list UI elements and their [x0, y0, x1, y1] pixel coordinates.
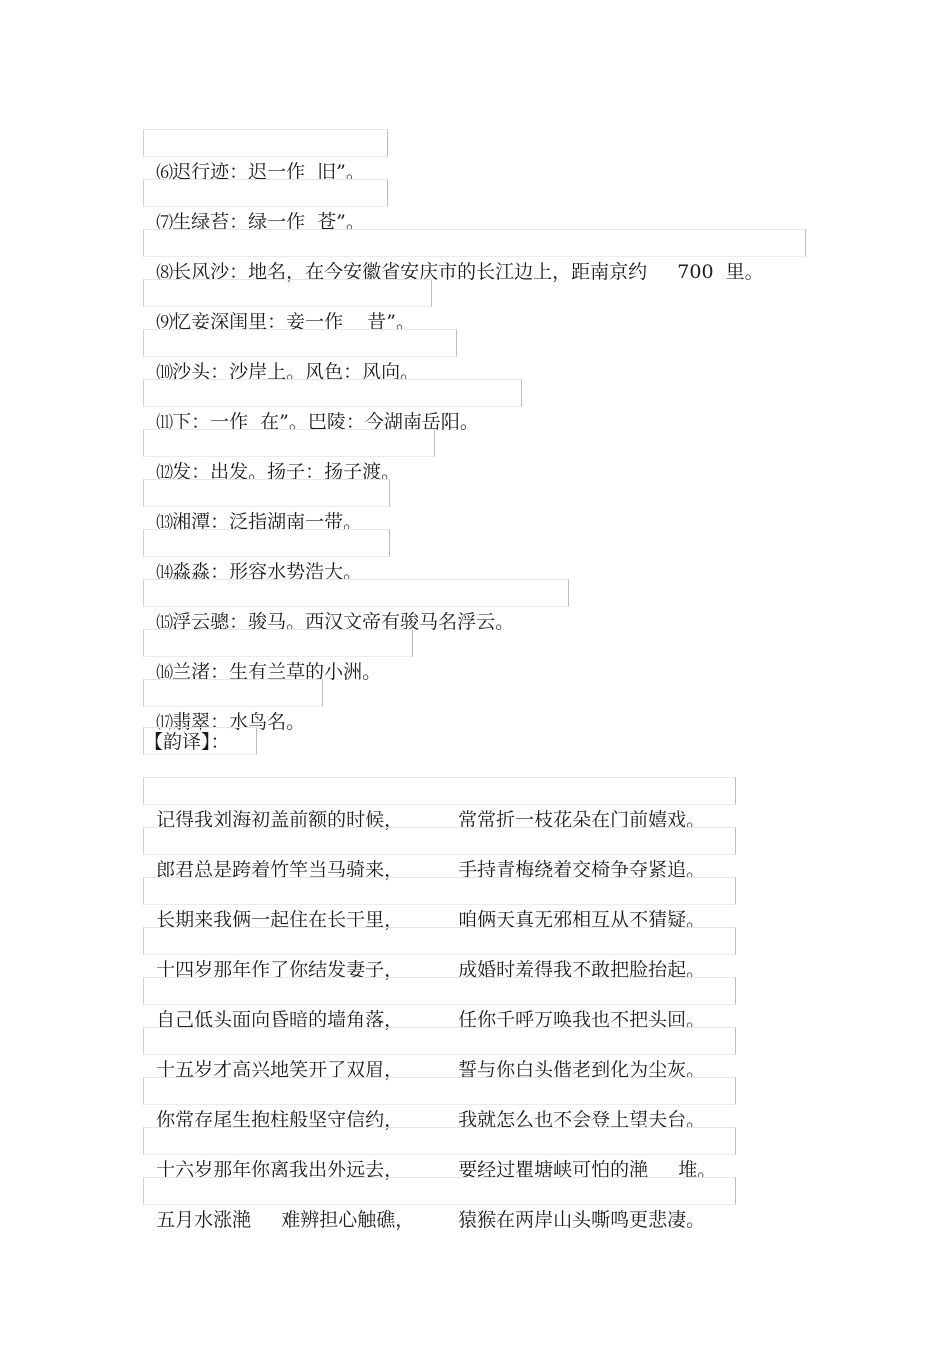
note-number: ⒄	[156, 713, 173, 733]
note-14	[143, 529, 390, 583]
note-text: 忆妾深闺里：妾一作 昔”。	[172, 311, 415, 333]
note-text: 长风沙：地名，在今安徽省安庆市的长江边上，距南京约 700 里。	[172, 261, 764, 283]
translation-second-half: 誓与你白头偕老到化为尘灰。	[458, 1059, 706, 1081]
note-15	[143, 579, 569, 633]
note-11	[143, 379, 522, 433]
translation-first-half: 十五岁才高兴地笑开了双眉，	[156, 1059, 404, 1081]
note-number: ⑽	[156, 363, 173, 383]
translation-second-half: 手持青梅绕着交椅争夺紧追。	[458, 859, 706, 881]
note-number: ⒂	[156, 613, 173, 633]
translation-second-half: 常常折一枝花朵在门前嬉戏。	[458, 809, 706, 831]
note-12	[143, 429, 435, 483]
note-7	[143, 179, 388, 233]
note-text: 发：出发。扬子：扬子渡。	[172, 461, 401, 483]
note-10	[143, 329, 457, 383]
translation-second-half: 要经过瞿塘峡可怕的滟 堆。	[458, 1159, 717, 1181]
note-number: ⑻	[156, 263, 173, 283]
section-heading: 【韵译】：	[143, 727, 257, 755]
translation-first-half: 十四岁那年作了你结发妻子，	[156, 959, 404, 981]
note-13	[143, 479, 390, 533]
translation-line	[143, 777, 736, 831]
translation-first-half: 你常存尾生抱柱般坚守信约，	[156, 1109, 404, 1131]
translation-line	[143, 927, 736, 981]
translation-line	[143, 1127, 736, 1181]
note-17	[143, 679, 323, 733]
translation-second-half: 成婚时羞得我不敢把脸抬起。	[458, 959, 706, 981]
note-number: ⑺	[156, 213, 173, 233]
translation-first-half: 自己低头面向昏暗的墙角落，	[156, 1009, 404, 1031]
note-text: 湘潭：泛指湖南一带。	[172, 511, 363, 533]
translation-line	[143, 1177, 736, 1231]
translation-first-half: 十六岁那年你离我出外远去，	[156, 1159, 404, 1181]
note-number: ⒀	[156, 513, 173, 533]
note-text: 迟行迹：迟一作 旧”。	[172, 161, 365, 183]
note-number: ⑿	[156, 463, 173, 483]
translation-first-half: 记得我刘海初盖前额的时候，	[156, 809, 404, 831]
note-text: 沙头：沙岸上。风色：风向。	[172, 361, 420, 383]
note-number: ⑹	[156, 163, 173, 183]
translation-second-half: 咱俩天真无邪相互从不猜疑。	[458, 909, 706, 931]
translation-first-half: 五月水涨滟 难辨担心触礁，	[156, 1209, 415, 1231]
note-8	[143, 229, 806, 283]
note-number: ⒁	[156, 563, 173, 583]
note-text: 翡翠：水鸟名。	[172, 711, 306, 733]
note-text: 下：一作 在”。巴陵：今湖南岳阳。	[172, 411, 479, 433]
note-text: 生绿苔：绿一作 苍”。	[172, 211, 365, 233]
translation-first-half: 郎君总是跨着竹竿当马骑来，	[156, 859, 404, 881]
translation-second-half: 猿猴在两岸山头嘶鸣更悲凄。	[458, 1209, 706, 1231]
note-16	[143, 629, 413, 683]
note-text: 淼淼：形容水势浩大。	[172, 561, 363, 583]
note-text: 浮云骢：骏马。西汉文帝有骏马名浮云。	[172, 611, 515, 633]
translation-first-half: 长期来我俩一起住在长干里，	[156, 909, 404, 931]
translation-line	[143, 977, 736, 1031]
note-number: ⑼	[156, 313, 173, 333]
note-number: ⒃	[156, 663, 173, 683]
note-number: ⑾	[156, 413, 173, 433]
translation-line	[143, 827, 736, 881]
translation-line	[143, 877, 736, 931]
note-text: 兰渚：生有兰草的小洲。	[172, 661, 382, 683]
translation-line	[143, 1027, 736, 1081]
translation-second-half: 任你千呼万唤我也不把头回。	[458, 1009, 706, 1031]
note-6	[143, 129, 388, 183]
translation-line	[143, 1077, 736, 1131]
translation-second-half: 我就怎么也不会登上望夫台。	[458, 1109, 706, 1131]
note-9	[143, 279, 432, 333]
